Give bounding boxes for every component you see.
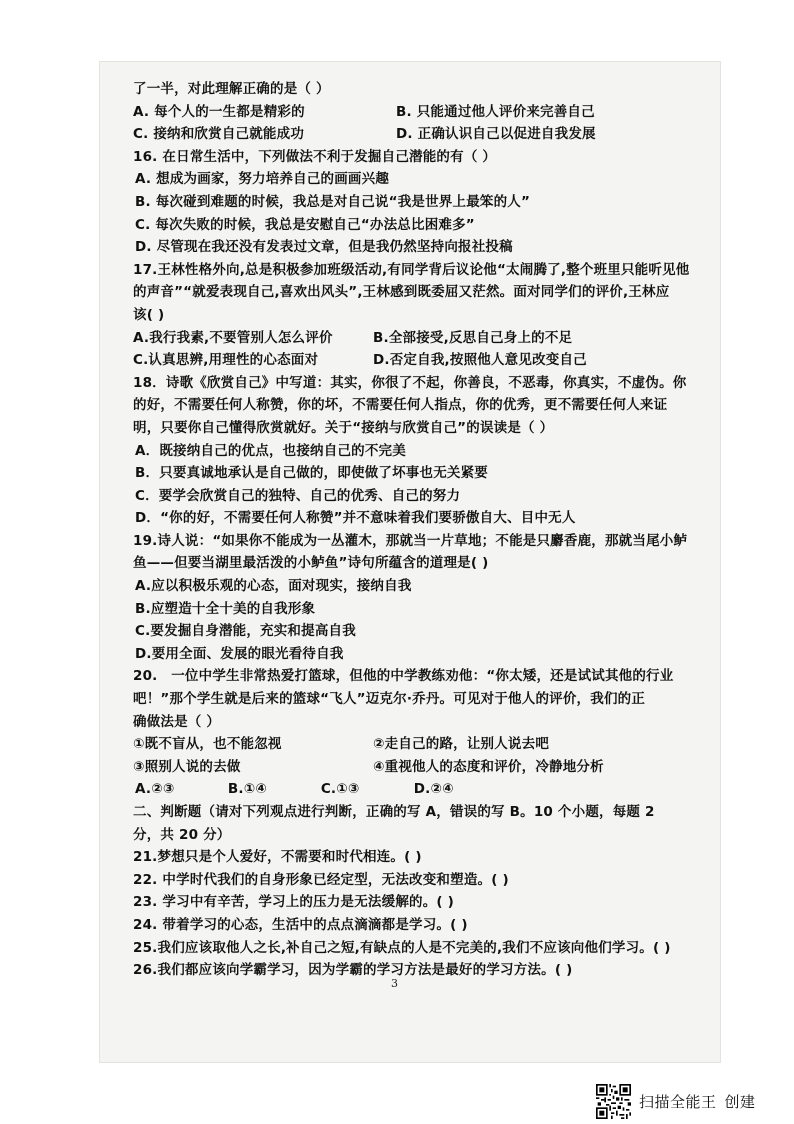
scanner-watermark <box>596 1081 764 1121</box>
option: B.全部接受,反思自己身上的不足 <box>373 329 573 346</box>
page-number: 3 <box>391 977 398 990</box>
question-text: 确做法是（ ） <box>133 713 221 730</box>
option: D.要用全面、发展的眼光看待自我 <box>135 645 344 662</box>
question-25: 25.我们应该取他人之长,补自己之短,有缺点的人是不完美的,我们不应该向他们学习。( ) <box>133 939 671 956</box>
question-16: 16. 在日常生活中，下列做法不利于发掘自己潜能的有（ ） <box>133 148 497 165</box>
question-17: 17.王林性格外向,总是积极参加班级活动,有同学背后议论他“太闹腾了,整个班里只能听见他 <box>133 261 690 278</box>
question-20: 20. 一位中学生非常热爱打篮球，但他的中学教练劝他：“你太矮，还是试试其他的行业 <box>133 668 674 685</box>
option: B. 每次碰到难题的时候，我总是对自己说“我是世界上最笨的人” <box>135 193 531 210</box>
statement: ②走自己的路，让别人说去吧 <box>373 736 550 753</box>
question-24: 24. 带着学习的心态，生活中的点点滴滴都是学习。( ) <box>133 916 468 933</box>
option: A.我行我素,不要管别人怎么评价 <box>133 329 333 346</box>
option-row <box>133 778 693 801</box>
statement-row <box>133 733 693 756</box>
question-19: 19.诗人说：“如果你不能成为一丛灌木，那就当一片草地；不能是只麝香鹿，那就当尾小鲈 <box>133 532 688 549</box>
question-21: 21.梦想只是个人爱好，不需要和时代相连。( ) <box>133 849 422 866</box>
option: B．只要真诚地承认是自己做的，即使做了坏事也无关紧要 <box>135 465 488 482</box>
exam-content <box>133 78 693 982</box>
question-26: 26.我们都应该向学霸学习，因为学霸的学习方法是最好的学习方法。( ) <box>133 962 573 979</box>
option: D. 尽管现在我还没有发表过文章，但是我仍然坚持向报社投稿 <box>135 239 513 256</box>
question-text: 该( ) <box>133 306 165 323</box>
statement: ①既不盲从，也不能忽视 <box>133 736 282 753</box>
question-22: 22. 中学时代我们的自身形象已经定型，无法改变和塑造。( ) <box>133 871 509 888</box>
option: C. 接纳和欣赏自己就能成功 <box>133 126 305 143</box>
question-text: 的声音”“就爱表现自己,喜欢出风头”,王林感到既委屈又茫然。面对同学们的评价,王林应 <box>133 284 670 301</box>
option: D．“你的好，不需要任何人称赞”并不意味着我们要骄傲自大、目中无人 <box>135 510 576 527</box>
option: C.认真思辨,用理性的心态面对 <box>133 352 319 369</box>
option: A．既接纳自己的优点，也接纳自己的不完美 <box>135 442 406 459</box>
option: B.①④ <box>227 781 267 798</box>
option-row <box>133 349 693 372</box>
option: B. 只能通过他人评价来完善自己 <box>396 103 595 120</box>
statement-row <box>133 756 693 779</box>
option-row <box>133 327 693 350</box>
section-heading: 二、判断题（请对下列观点进行判断，正确的写 A，错误的写 B。10 个小题，每题 2 <box>133 804 655 820</box>
app-name: 扫描全能王 <box>639 1092 717 1111</box>
question-18: 18．诗歌《欣赏自己》中写道：其实，你很了不起，你善良，不恶毒，你真实，不虚伪。你 <box>133 374 687 391</box>
option: A.②③ <box>135 781 175 798</box>
option: D.否定自我,按照他人意见改变自己 <box>373 352 587 369</box>
option-row <box>133 101 693 124</box>
create-label: 创建 <box>724 1092 756 1111</box>
question-text: 鱼——但要当湖里最活泼的小鲈鱼”诗句所蕴含的道理是( ) <box>133 555 489 572</box>
option: D. 正确认识自己以促进自我发展 <box>396 126 596 143</box>
option: A. 想成为画家，努力培养自己的画画兴趣 <box>135 171 390 188</box>
option: B.应塑造十全十美的自我形象 <box>135 600 316 617</box>
scanner-credit <box>639 1091 764 1112</box>
option: C. 每次失败的时候，我总是安慰自己“办法总比困难多” <box>135 216 475 233</box>
option: C．要学会欣赏自己的独特、自己的优秀、自己的努力 <box>135 487 461 504</box>
question-text: 的好，不需要任何人称赞，你的坏，不需要任何人指点，你的优秀，更不需要任何人来证 <box>133 397 668 414</box>
question-text: 了一半，对此理解正确的是（ ） <box>133 81 330 97</box>
question-text: 明，只要你自己懂得欣赏就好。关于“接纳与欣赏自己”的误读是（ ） <box>133 419 554 436</box>
option-row <box>133 123 693 146</box>
option: C.要发掘自身潜能，充实和提高自我 <box>135 623 356 640</box>
question-text: 吧！”那个学生就是后来的篮球“飞人”迈克尔·乔丹。可见对于他人的评价，我们的正 <box>133 691 646 708</box>
option: D.②④ <box>413 781 454 798</box>
option: A.应以积极乐观的心态，面对现实，接纳自我 <box>135 578 412 595</box>
statement: ④重视他人的态度和评价，冷静地分析 <box>373 758 604 775</box>
option: C.①③ <box>320 781 360 798</box>
option: A. 每个人的一生都是精彩的 <box>133 103 305 120</box>
statement: ③照别人说的去做 <box>133 758 241 775</box>
qr-code-icon <box>596 1084 631 1119</box>
section-heading: 分，共 20 分） <box>133 826 231 843</box>
question-23: 23. 学习中有辛苦，学习上的压力是无法缓解的。( ) <box>133 894 455 911</box>
